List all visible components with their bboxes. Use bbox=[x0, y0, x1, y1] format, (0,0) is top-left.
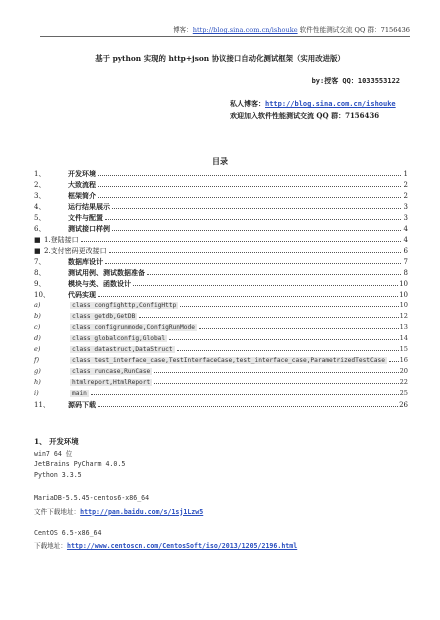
toc-entry-label: class getdb,GetDB bbox=[72, 313, 136, 320]
toc-leader-dots bbox=[112, 207, 401, 209]
toc-entry-label: main bbox=[72, 390, 87, 397]
toc-entry-number: 4、 bbox=[34, 203, 46, 211]
toc-entry-page: 8 bbox=[403, 269, 408, 277]
toc-entry-page: 7 bbox=[403, 258, 408, 266]
toc-entry-number: 9、 bbox=[34, 280, 46, 288]
toc-entry-page: 10 bbox=[399, 291, 408, 299]
toc-leader-dots bbox=[109, 251, 401, 253]
toc-entry[interactable] bbox=[34, 290, 408, 301]
header-prefix: 博客： bbox=[172, 26, 193, 34]
toc-entry[interactable] bbox=[34, 279, 408, 290]
toc-entry[interactable] bbox=[34, 312, 408, 323]
body-line-text: Python 3.3.5 bbox=[34, 471, 82, 479]
toc-entry-label: 文件与配置 bbox=[68, 213, 103, 222]
toc-entry-label: 框架简介 bbox=[68, 191, 96, 200]
toc-entry-page: 22 bbox=[399, 378, 408, 386]
toc-title: 目录 bbox=[212, 156, 228, 166]
toc-entry-number: 11、 bbox=[34, 401, 50, 409]
toc-entry-number: 8、 bbox=[34, 269, 46, 277]
blank-line bbox=[34, 483, 414, 495]
body-line bbox=[34, 494, 414, 506]
toc-leader-dots bbox=[98, 295, 398, 297]
body-line bbox=[34, 460, 414, 472]
body-line bbox=[34, 448, 414, 460]
download-link[interactable]: http://www.centoscn.com/CentosSoft/iso/2013/1205/2196.html bbox=[66, 542, 298, 550]
toc-entry-page: 3 bbox=[403, 203, 408, 211]
blog-line bbox=[230, 99, 396, 109]
toc-entry[interactable] bbox=[34, 268, 408, 279]
toc-entry-number: f) bbox=[34, 356, 40, 364]
toc-leader-dots bbox=[177, 349, 399, 351]
toc-entry-number: b) bbox=[34, 312, 41, 320]
toc-entry-number: a) bbox=[34, 301, 41, 309]
body-line-text: CentOS 6.5-x86_64 bbox=[34, 528, 102, 537]
body-line-text: JetBrains PyCharm 4.0.5 bbox=[34, 459, 126, 468]
body-line-text: 文件下载地址： bbox=[34, 507, 81, 516]
toc-entry-page: 2 bbox=[403, 181, 408, 189]
toc-entry[interactable] bbox=[34, 246, 408, 257]
toc-entry-label: 数据库设计 bbox=[68, 257, 103, 266]
toc-entry-label: 测试用例、测试数据准备 bbox=[68, 268, 145, 277]
body-line bbox=[34, 529, 414, 541]
toc-entry-number: 6、 bbox=[34, 225, 46, 233]
toc-entry[interactable] bbox=[34, 224, 408, 235]
toc-entry-page: 1 bbox=[403, 170, 408, 178]
toc-entry-label: 源码下载 bbox=[68, 400, 96, 409]
toc-entry-label: 2.支付密码更改接口 bbox=[44, 247, 107, 255]
toc-entry-page: 3 bbox=[403, 214, 408, 222]
toc-entry-number: 7、 bbox=[34, 258, 46, 266]
toc-entry-page: 6 bbox=[403, 247, 408, 255]
toc-entry-number: 1、 bbox=[34, 170, 46, 178]
toc-entry[interactable] bbox=[34, 389, 408, 400]
toc-entry[interactable] bbox=[34, 213, 408, 224]
toc-entry[interactable] bbox=[34, 356, 408, 367]
body-line bbox=[34, 540, 414, 552]
toc-entry-page: 16 bbox=[399, 356, 408, 364]
toc-entry-label: class test_interface_case,TestInterfaceCase,test_interface_case,ParametrizedTestCase bbox=[72, 357, 385, 364]
toc-entry-page: 15 bbox=[399, 345, 408, 353]
toc-leader-dots bbox=[389, 360, 399, 362]
section-body bbox=[34, 448, 414, 552]
toc-entry-page: 20 bbox=[399, 367, 408, 375]
toc-entry[interactable] bbox=[34, 301, 408, 312]
toc-entry-label: class globalconfig,Global bbox=[72, 335, 166, 342]
toc-entry-label: 测试接口样例 bbox=[68, 224, 110, 233]
toc-entry[interactable] bbox=[34, 345, 408, 356]
body-line-text: 下载地址： bbox=[34, 542, 67, 550]
toc-leader-dots bbox=[98, 196, 401, 198]
toc-entry[interactable] bbox=[34, 235, 408, 246]
toc-entry-number: 10、 bbox=[34, 291, 50, 299]
toc-entry-label: class datastruct,DataStruct bbox=[72, 346, 173, 353]
toc-entry-label: class configrunmode,ConfigRunMode bbox=[72, 324, 195, 331]
toc-entry[interactable] bbox=[34, 323, 408, 334]
toc-entry-number: h) bbox=[34, 378, 41, 386]
section-heading: 1、 开发环境 bbox=[34, 437, 79, 446]
toc-entry-number: c) bbox=[34, 323, 41, 331]
toc-entry[interactable] bbox=[34, 169, 408, 180]
toc-entry-number: d) bbox=[34, 334, 41, 342]
toc-leader-dots bbox=[91, 393, 399, 395]
blog-label: 私人博客： bbox=[230, 99, 265, 108]
header-suffix: 软件性能测试交流 QQ 群：7156436 bbox=[297, 26, 410, 34]
toc-entry-number: 2、 bbox=[34, 181, 46, 189]
toc-entry-page: 10 bbox=[399, 301, 408, 309]
toc-leader-dots bbox=[154, 382, 398, 384]
toc-leader-dots bbox=[81, 240, 401, 242]
toc-leader-dots bbox=[169, 338, 398, 340]
toc-leader-dots bbox=[139, 316, 398, 318]
toc-entry-page: 4 bbox=[403, 236, 408, 244]
toc-entry-label: class congfighttp,ConfigHttp bbox=[72, 302, 177, 309]
download-link[interactable]: http://pan.baidu.com/s/1sj1Lzw5 bbox=[80, 507, 204, 516]
toc-entry-label: 模块与类、函数设计 bbox=[68, 279, 131, 288]
author-line: by:授客 QQ：1033553122 bbox=[311, 77, 400, 85]
toc-entry-page: 12 bbox=[399, 312, 408, 320]
toc-entry-page: 26 bbox=[399, 401, 408, 409]
toc-leader-dots bbox=[105, 218, 401, 220]
toc-leader-dots bbox=[199, 327, 399, 329]
toc-entry[interactable] bbox=[34, 378, 408, 389]
toc-leader-dots bbox=[105, 262, 401, 264]
toc-entry[interactable] bbox=[34, 400, 408, 411]
table-of-contents bbox=[34, 169, 408, 411]
page-header bbox=[40, 24, 410, 37]
body-line bbox=[34, 506, 414, 518]
header-blog-link[interactable]: http://blog.sina.com.cn/ishouke bbox=[192, 26, 298, 34]
toc-leader-dots bbox=[98, 405, 398, 407]
qq-group-line: 欢迎加入软件性能测试交流 QQ 群：7156436 bbox=[230, 111, 380, 120]
toc-leader-dots bbox=[147, 273, 401, 275]
toc-entry-page: 2 bbox=[403, 192, 408, 200]
body-line-text: MariaDB-5.5.45-centos6-x86_64 bbox=[34, 494, 150, 502]
toc-entry[interactable] bbox=[34, 202, 408, 213]
toc-entry-label: 开发环境 bbox=[68, 169, 96, 178]
toc-entry-number: ■ bbox=[34, 247, 41, 255]
body-line bbox=[34, 471, 414, 483]
toc-entry-page: 4 bbox=[403, 225, 408, 233]
toc-entry-number: 5、 bbox=[34, 214, 46, 222]
toc-entry-number: e) bbox=[34, 345, 41, 353]
toc-entry-page: 13 bbox=[399, 323, 408, 331]
toc-entry-page: 10 bbox=[399, 280, 408, 288]
toc-entry[interactable] bbox=[34, 191, 408, 202]
toc-entry-label: 代码实现 bbox=[68, 290, 96, 299]
body-line-text: win7 64 位 bbox=[34, 450, 73, 458]
toc-entry-page: 25 bbox=[399, 389, 408, 397]
toc-entry-label: 大致流程 bbox=[68, 180, 96, 189]
toc-entry-label: 运行结果展示 bbox=[68, 202, 110, 211]
toc-entry[interactable] bbox=[34, 334, 408, 345]
toc-leader-dots bbox=[154, 371, 398, 373]
toc-leader-dots bbox=[98, 185, 401, 187]
document-title: 基于 python 实现的 http+json 协议接口自动化测试框架（实用改进版） bbox=[95, 54, 345, 63]
toc-leader-dots bbox=[133, 284, 398, 286]
toc-entry-label: class runcase,RunCase bbox=[72, 368, 151, 375]
toc-entry[interactable] bbox=[34, 180, 408, 191]
toc-entry[interactable] bbox=[34, 367, 408, 378]
blog-link[interactable]: http://blog.sina.com.cn/ishouke bbox=[265, 100, 396, 108]
toc-entry-number: 3、 bbox=[34, 192, 46, 200]
toc-entry-number: i) bbox=[34, 389, 39, 397]
toc-leader-dots bbox=[112, 229, 401, 231]
toc-entry-number: ■ bbox=[34, 236, 41, 244]
toc-entry[interactable] bbox=[34, 257, 408, 268]
toc-entry-label: htmlreport,HtmlReport bbox=[72, 379, 151, 386]
toc-entry-label: 1.登陆接口 bbox=[44, 236, 79, 244]
toc-leader-dots bbox=[98, 174, 401, 176]
toc-entry-page: 14 bbox=[399, 334, 408, 342]
toc-entry-number: g) bbox=[34, 367, 41, 375]
toc-leader-dots bbox=[180, 305, 398, 307]
blank-line bbox=[34, 517, 414, 529]
